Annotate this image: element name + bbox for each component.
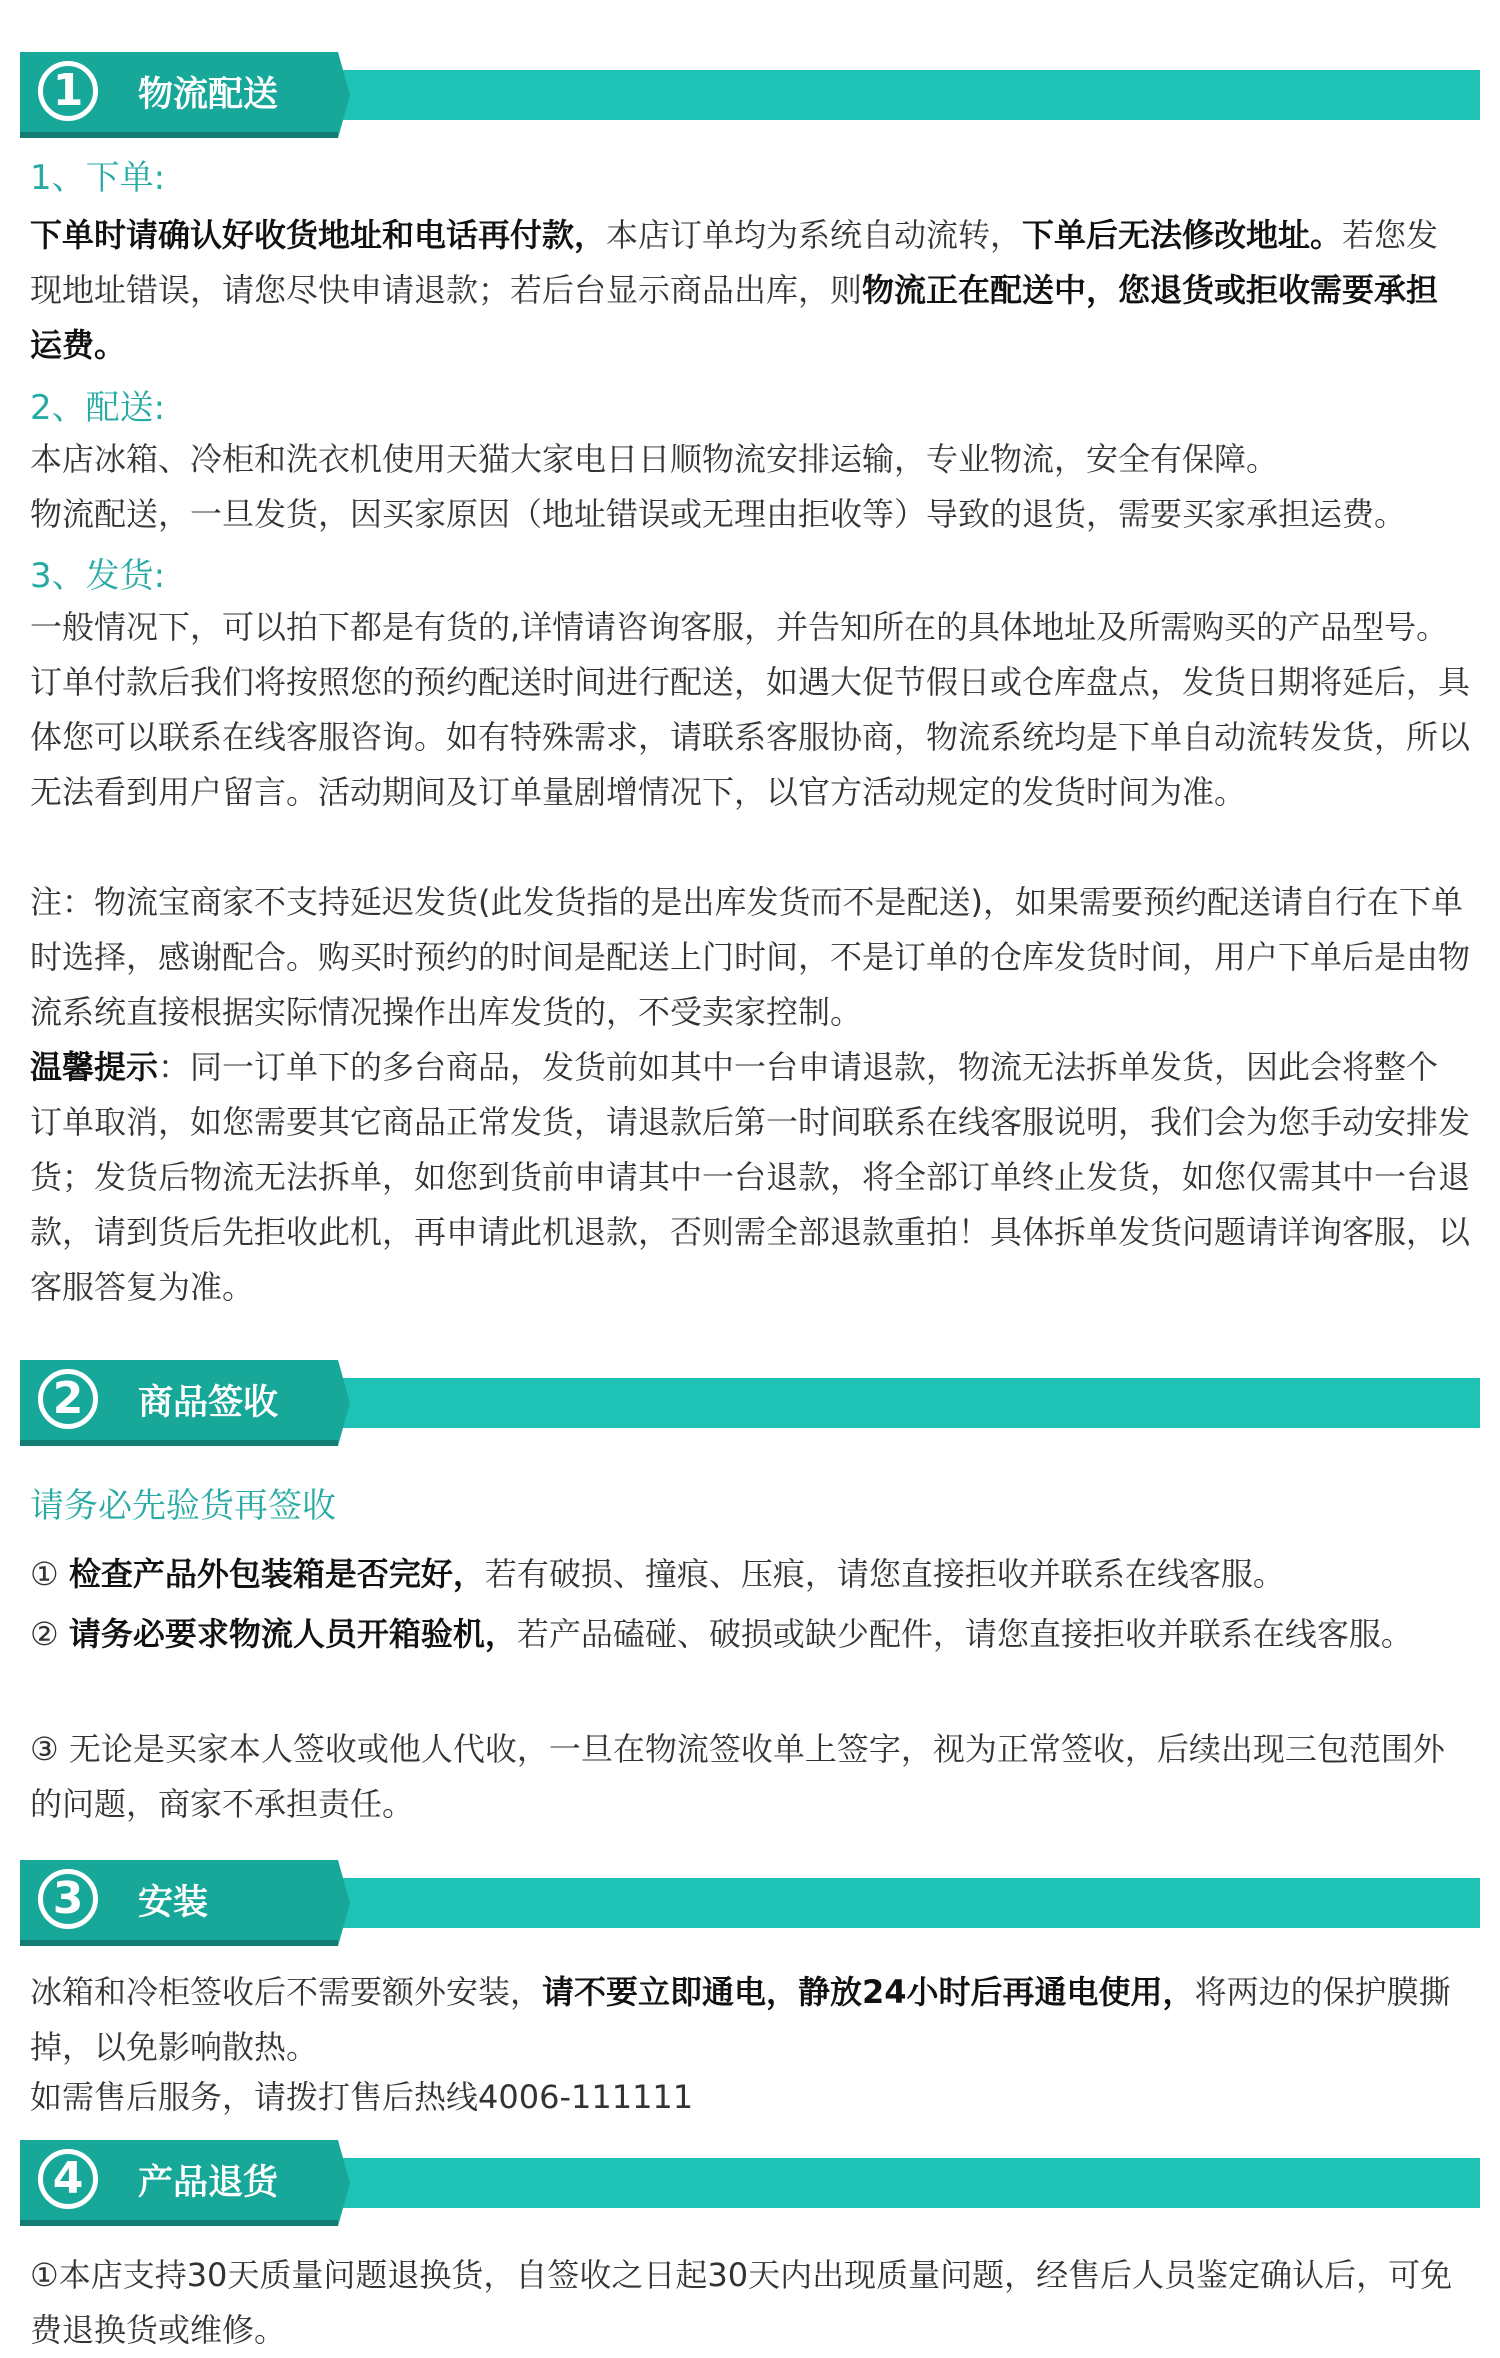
section-number-badge: 3 [38,1869,98,1929]
section-number-badge: 2 [38,1369,98,1429]
subheading-order: 1、下单: [30,158,166,198]
returns-paragraph: ①本店支持30天质量问题退换货，自签收之日起30天内出现质量问题，经售后人员鉴定确认后，可免费退换货或维修。 [30,2256,1453,2349]
section-title: 商品签收 [138,1383,279,1423]
section-title: 产品退货 [138,2163,279,2203]
section-number-badge: 4 [38,2149,98,2209]
section-header-install [20,1860,1480,1946]
warm-tip: 温馨提示：同一订单下的多台商品，发货前如其中一台申请退款，物流无法拆单发货，因此会将整个订单取消，如您需要其它商品正常发货，请退款后第一时间联系在线客服说明，我们会为您手动安排发货；发货后物流无法拆单，如您到货前申请其中一台退款，将全部订单终止发货，如您仅需其中一台退款，请到货后先拒收此机，再申请此机退款，否则需全部退款重拍！具体拆单发货问题请详询客服，以客服答复为准。 [30,1048,1471,1306]
subheading-inspect: 请务必先验货再签收 [30,1486,336,1526]
section-header-returns [20,2140,1480,2226]
section-header-logistics [20,52,1480,138]
signing-item-1: ① 检查产品外包装箱是否完好，若有破损、撞痕、压痕，请您直接拒收并联系在线客服。 [30,1555,1285,1593]
delivery-line-2: 物流配送，一旦发货，因买家原因（地址错误或无理由拒收等）导致的退货，需要买家承担运费。 [30,495,1407,533]
section-number-badge: 1 [38,61,98,121]
signing-item-2: ② 请务必要求物流人员开箱验机，若产品磕碰、破损或缺少配件，请您直接拒收并联系在线客服。 [30,1615,1413,1653]
signing-item-3: ③ 无论是买家本人签收或他人代收，一旦在物流签收单上签字，视为正常签收，后续出现三包范围外的问题，商家不承担责任。 [30,1730,1445,1823]
subheading-shipping: 3、发货: [30,556,166,596]
section-header-signing [20,1360,1480,1446]
aftersales-hotline: 如需售后服务，请拨打售后热线4006-111111 [30,2078,694,2116]
shipping-paragraph: 一般情况下，可以拍下都是有货的,详情请咨询客服，并告知所在的具体地址及所需购买的产品型号。订单付款后我们将按照您的预约配送时间进行配送，如遇大促节假日或仓库盘点，发货日期将延后，具体您可以联系在线客服咨询。如有特殊需求，请联系客服协商，物流系统均是下单自动流转发货，所以无法看到用户留言。活动期间及订单量剧增情况下，以官方活动规定的发货时间为准。 [30,608,1471,811]
install-paragraph: 冰箱和冷柜签收后不需要额外安装，请不要立即通电，静放24小时后再通电使用，将两边的保护膜撕掉，以免影响散热。 [30,1973,1451,2066]
warm-tip-label: 温馨提示 [30,1048,159,1086]
section-title: 物流配送 [138,75,279,115]
order-paragraph: 下单时请确认好收货地址和电话再付款，本店订单均为系统自动流转，下单后无法修改地址。若您发现地址错误，请您尽快申请退款；若后台显示商品出库，则物流正在配送中，您退货或拒收需要承担运费。 [30,216,1439,364]
shipping-note: 注：物流宝商家不支持延迟发货(此发货指的是出库发货而不是配送)，如果需要预约配送请自行在下单时选择，感谢配合。购买时预约的时间是配送上门时间，不是订单的仓库发货时间，用户下单后是由物流系统直接根据实际情况操作出库发货的，不受卖家控制。 [30,883,1471,1031]
subheading-delivery: 2、配送: [30,388,166,428]
delivery-line-1: 本店冰箱、冷柜和洗衣机使用天猫大家电日日顺物流安排运输，专业物流，安全有保障。 [30,440,1279,478]
section-title: 安装 [138,1883,209,1923]
